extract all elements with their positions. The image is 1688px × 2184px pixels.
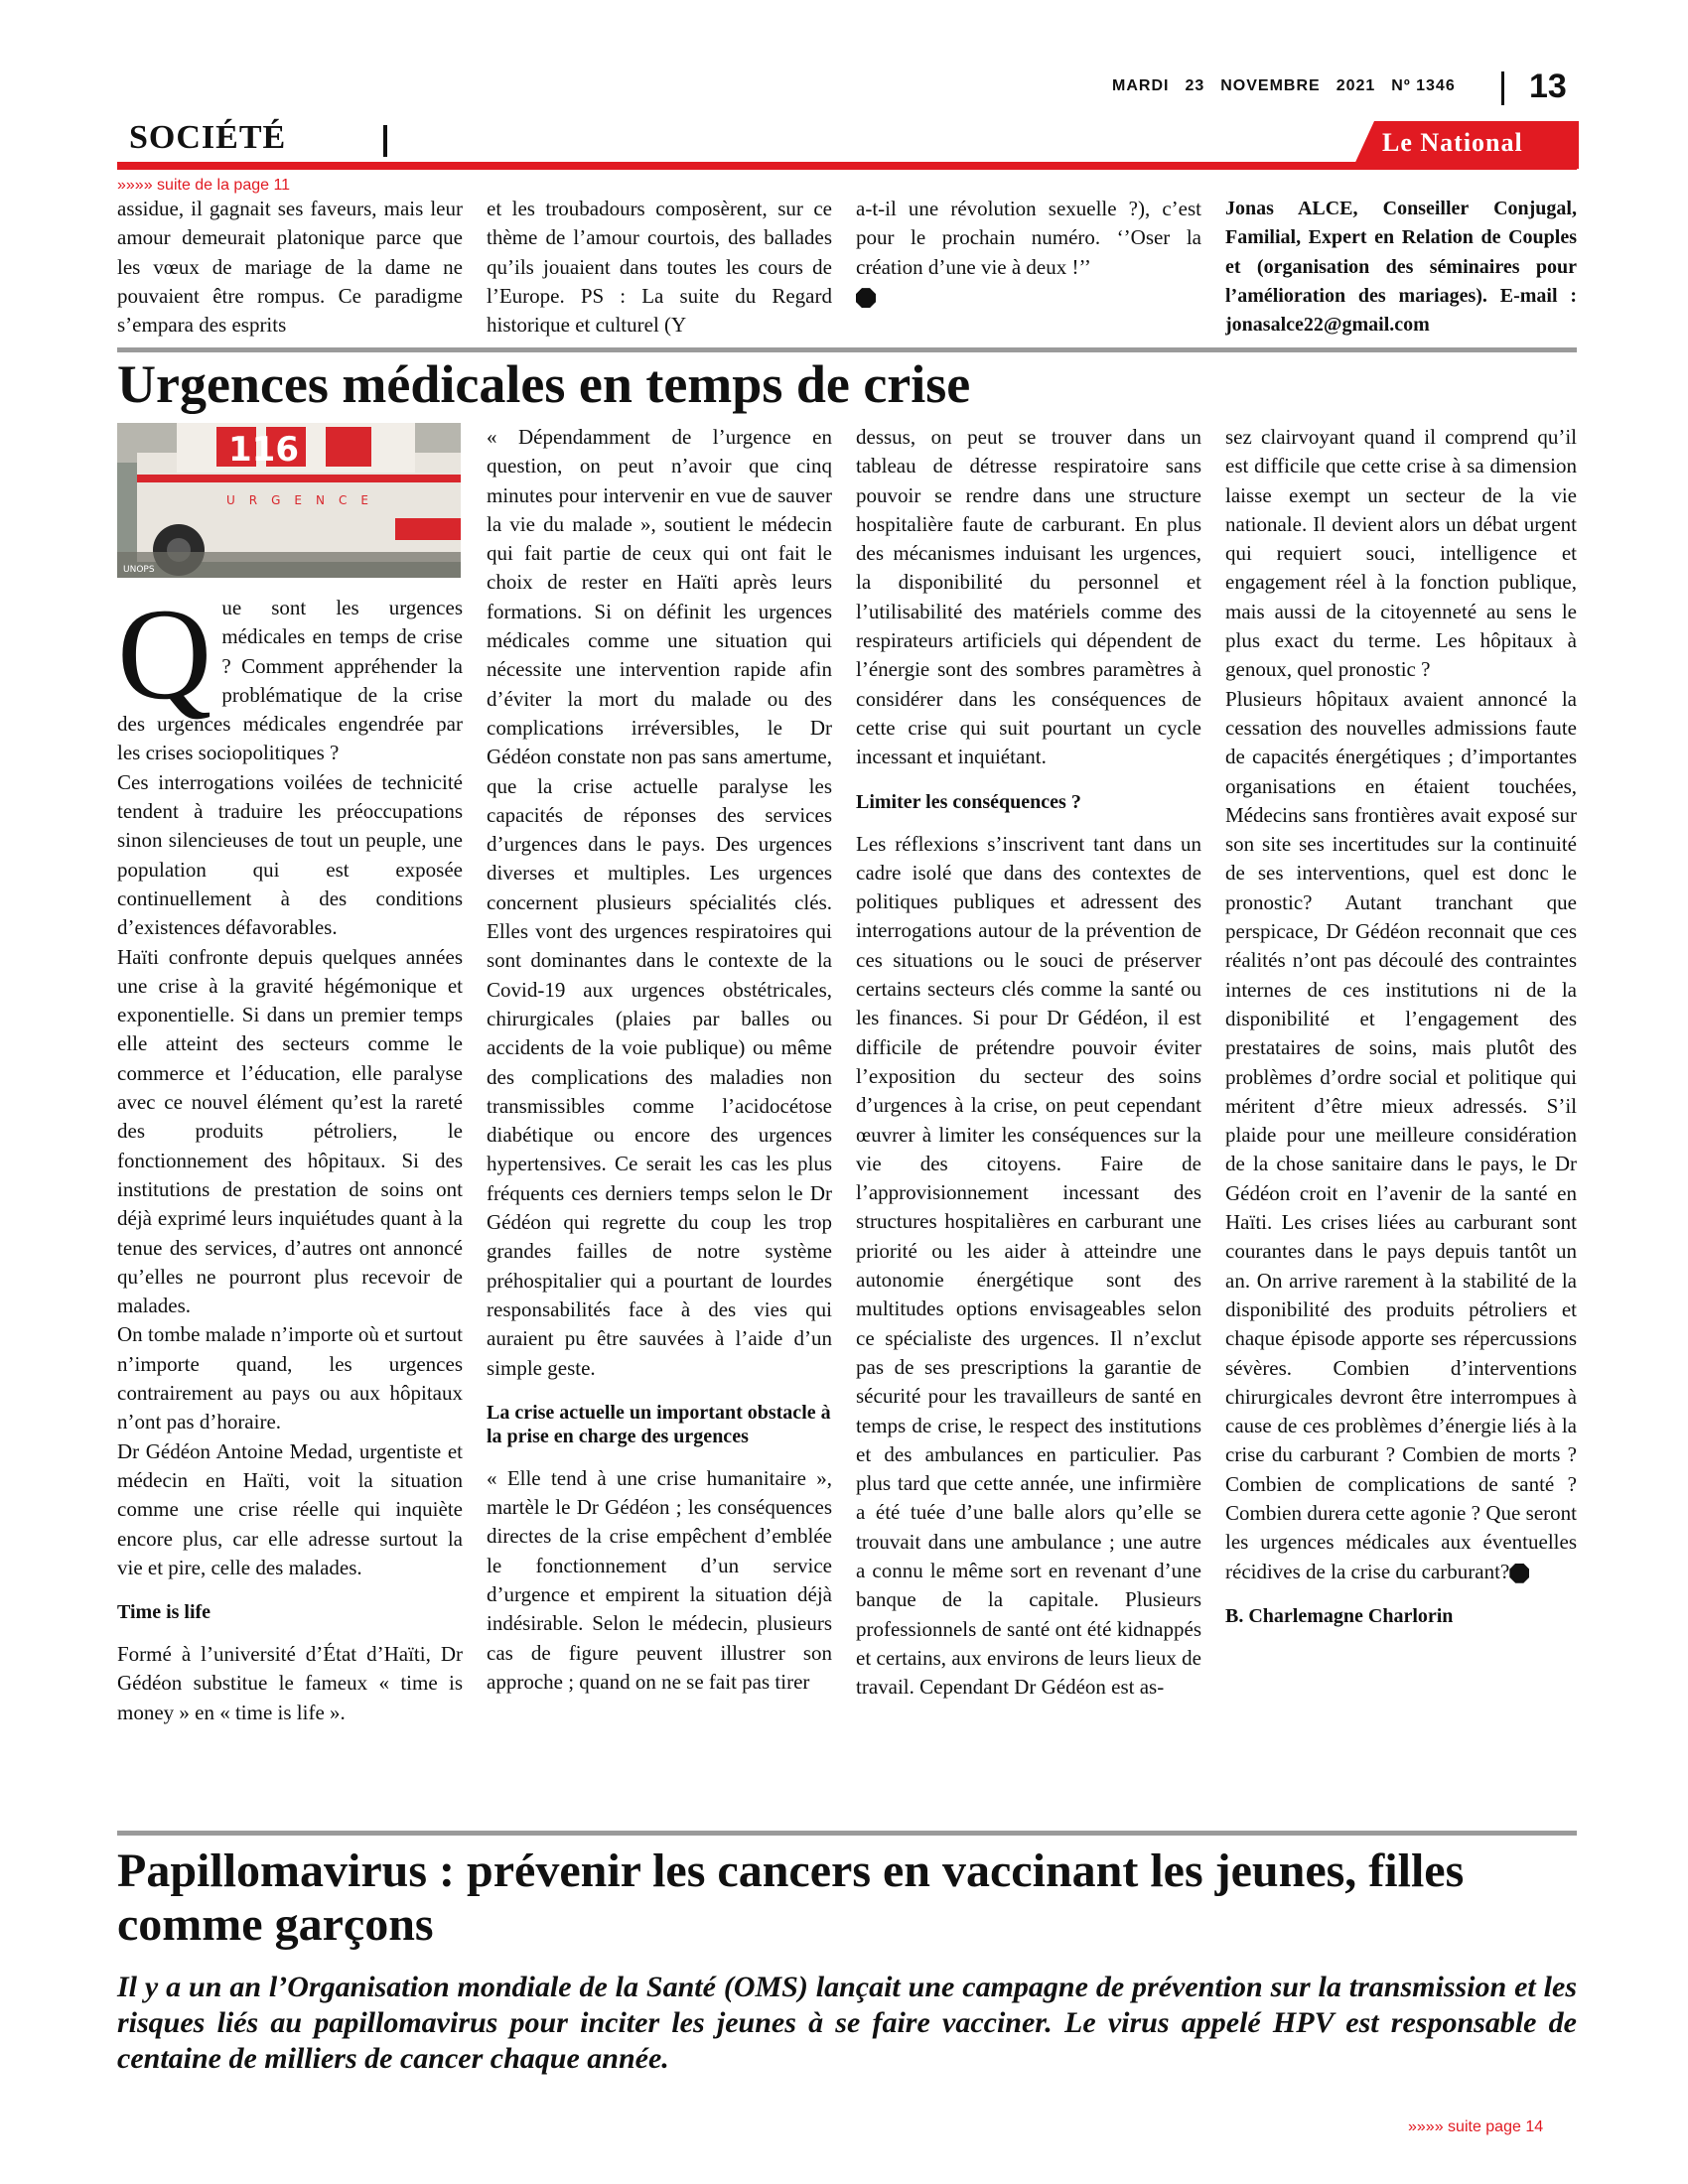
date-month: NOVEMBRE xyxy=(1220,77,1321,94)
photo-word: URGENCE xyxy=(226,493,382,507)
drop-cap: Q xyxy=(117,594,212,727)
prev-article-col1 xyxy=(117,195,463,343)
article2-lede: Il y a un an l’Organisation mondiale de la Santé (OMS) lançait une campagne de prévention sur la transmission et les risques liés au papillomavirus pour inciter les jeunes à se faire vacciner. Le virus appelé HPV est responsable de centaine de milliers de cancer chaque année. xyxy=(117,1971,1577,2075)
issue-number: Nº 1346 xyxy=(1391,77,1456,94)
article-author: B. Charlemagne Charlorin xyxy=(1225,1604,1454,1627)
article-col1 xyxy=(117,594,463,1827)
section-divider xyxy=(383,125,387,157)
end-mark-icon xyxy=(856,288,876,308)
prev-col4-signature: Jonas ALCE, Conseiller Conjugal, Familial, Expert en Relation de Couples et (organisation des séminaires pour l’amélioration des mariages). E-mail : jonasalce22@gmail.com xyxy=(1225,198,1577,337)
date-day: MARDI xyxy=(1112,77,1170,94)
section-title: SOCIÉTÉ xyxy=(129,119,287,156)
prev-article-col3 xyxy=(856,195,1201,343)
date-number: 23 xyxy=(1185,77,1205,94)
prev-col1-text: assidue, il gagnait ses faveurs, mais leur amour demeurait platonique parce que les vœux de mariage de la dame ne pouvaient être rompus. Ce paradigme s’empara des esprits xyxy=(117,197,463,338)
article2-title: Papillomavirus : prévenir les cancers en vaccinant les jeunes, filles comme garçons xyxy=(117,1844,1465,1951)
prev-col3-text: a-t-il une révolution sexuelle ?), c’est pour le prochain numéro. ‘’Oser la création d’une vie à deux !’’ xyxy=(856,197,1201,279)
page-number-divider xyxy=(1501,71,1504,105)
col4-para2 xyxy=(1225,685,1577,1586)
col3-para1: dessus, on peut se trouver dans un tableau de détresse respiratoire sans pouvoir se rendre dans une structure hospitalière faute de carburant. En plus des mécanismes induisant les urgences, la disponibilité du personnel et l’utilisabilité des matériels comme des respirateurs artificiels qui dépendent de l’énergie sont des sombres paramètres à considérer dans les conséquences de cette crise qui suit pourtant un cycle incessant et inquiétant. xyxy=(856,425,1201,769)
prev-article-col2 xyxy=(487,195,832,343)
page-number: 13 xyxy=(1529,68,1567,105)
ambulance-photo xyxy=(117,423,461,578)
article-col2 xyxy=(487,423,832,1827)
subhead-limiter: Limiter les conséquences ? xyxy=(856,790,1081,813)
subhead-crise-obstacle: La crise actuelle un important obstacle à la prise en charge des urgences xyxy=(487,1401,831,1447)
article2-divider xyxy=(117,1831,1577,1836)
prev-col2-text: et les troubadours composèrent, sur ce thème de l’amour courtois, des ballades qu’ils jouaient dans toutes les cours de l’Europe. PS : La suite du Regard historique et culturel (Y xyxy=(487,197,832,338)
prev-article-col4 xyxy=(1225,195,1577,343)
date-year: 2021 xyxy=(1336,77,1376,94)
ambulance-image xyxy=(117,423,461,578)
end-mark-icon xyxy=(1509,1564,1529,1583)
col2-para1: « Dépendamment de l’urgence en question, on peut n’avoir que cinq minutes pour intervenir en vue de sauver la vie du malade », soutient le médecin qui fait partie de ceux qui ont fait le choix de rester en Haïti après leurs formations. Si on définit les urgences médicales comme une situation qui nécessite une intervention rapide afin d’éviter la mort du malade ou des complications irréversibles, le Dr Gédéon constate non pas sans amertume, que la crise actuelle paralyse les capacités de réponses des services d’urgences dans le pays. Des urgences diverses et multiples. Les urgences concernent plusieurs spécialités clés. Elles vont des urgences respiratoires qui sont dominantes dans le contexte de la Covid-19 aux urgences obstétricales, chirurgicales (plaies par balles ou accidents de la voie publique) ou même des complications des maladies non transmissibles comme l’acidocétose diabétique ou encore des urgences hypertensives. Ce serait les cas les plus fréquents ces derniers temps selon le Dr Gédéon qui regrette du coup les trop grandes failles de notre système préhospitalier qui a pourtant de lourdes responsabilités face à des vies qui auraient pu être sauvées à l’aide d’un simple geste. xyxy=(487,425,832,1380)
col1-para2: Ces interrogations voilées de technicité tendent à traduire les préoccupations sinon silencieuses de tout un peuple, une population qui est exposée continuellement à des conditions d’existences défavorables. xyxy=(117,769,463,940)
article-col4 xyxy=(1225,423,1577,1827)
subhead-time-is-life: Time is life xyxy=(117,1601,211,1624)
col1-para1: ue sont les urgences médicales en temps de crise ? Comment appréhender la problématique de la crise des urgences médicales engendrée par les crises sociopolitiques ? xyxy=(117,596,463,765)
dateline xyxy=(1112,77,1472,95)
article-title: Urgences médicales en temps de crise xyxy=(117,354,971,414)
col1-para4: On tombe malade n’importe où et surtout n’importe quand, les urgences contrairement au pays ou aux hôpitaux n’ont pas d’horaire. xyxy=(117,1322,463,1434)
col4-para1: sez clairvoyant quand il comprend qu’il est difficile que cette crise à sa dimension laisse exempt un secteur de la vie nationale. Il devient alors un débat urgent qui requiert souci, intelligence et engagement réel à la fonction publique, mais aussi de la citoyenneté au sens le plus exact du terme. Les hôpitaux à genoux, quel pronostic ? xyxy=(1225,425,1577,682)
article-col3 xyxy=(856,423,1201,1827)
col1-para6: Formé à l’université d’État d’Haïti, Dr Gédéon substitue le fameux « time is money » en « time is life ». xyxy=(117,1642,463,1724)
col2-para2: « Elle tend à une crise humanitaire », martèle le Dr Gédéon ; les conséquences directes de la crise empêchent d’emblée le fonctionnement d’un service d’urgence et empirent la situation déjà indésirable. Selon le médecin, plusieurs cas de figure peuvent illustrer son approche ; quand on ne se fait pas tirer xyxy=(487,1465,832,1694)
header-red-rule xyxy=(117,162,1577,170)
brand-name: Le National xyxy=(1382,128,1523,157)
continued-on-link[interactable]: »»»» suite page 14 xyxy=(1408,2118,1544,2135)
col4-para2-text: Plusieurs hôpitaux avaient annoncé la cessation des nouvelles admissions faute de capacités énergétiques ; d’importantes organisations en étaient touchées, Médecins sans frontières avait exposé sur son site ses incertitudes sur la continuité de ses interventions, quel est donc le pronostic? Autant tranchant que perspicace, Dr Gédéon reconnait que ces réalités n’ont pas découlé des contraintes internes de ces institutions ni de la disponibilité et l’engagement des prestataires de soins, mais plutôt des problèmes d’ordre social et politique qui méritent d’être mieux adressés. S’il plaide pour une meilleure considération de la chose sanitaire dans le pays, le Dr Gédéon croit en l’avenir de la santé en Haïti. Les crises liées au carburant sont courantes dans le pays depuis tantôt un an. On arrive rarement à la stabilité de la disponibilité des produits pétroliers et chaque épisode apporte ses répercussions sévères. Combien d’interventions chirurgicales devront être interrompues à cause de ces problèmes d’énergie liés à la crise du carburant ? Combien de morts ? Combien de complications de santé ? Combien durera cette agonie ? Que seront les urgences médicales aux éventuelles récidives de la crise du carburant? xyxy=(1225,686,1577,1583)
photo-credit: UNOPS xyxy=(123,565,155,575)
plate-digit-1: 116 xyxy=(228,430,299,470)
col3-para2: Les réflexions s’inscrivent tant dans un cadre isolé que dans des contextes de politiques publiques et adressent des interrogations autour de la prévention de ces situations ou le souci de préserver certains secteurs clés comme la santé ou les finances. Si pour Dr Gédéon, il est difficile de prétendre pouvoir éviter l’exposition du secteur des soins d’urgences à la crise, on peut cependant œuvrer à limiter les conséquences sur la vie des citoyens. Faire de l’approvisionnement incessant des structures hospitalières en carburant une priorité ou les aider à atteindre une autonomie énergétique sont des multitudes options envisageables selon ce spécialiste des urgences. Il n’exclut pas de ses prescriptions la garantie de sécurité pour les travailleurs de santé en temps de crise, le respect des institutions et des ambulances en particulier. Pas plus tard que cette année, une infirmière a été tuée d’une balle alors qu’elle se trouvait dans une ambulance ; une autre a connu le même sort en revenant d’une banque de la capitale. Plusieurs professionnels de santé ont été kidnappés et certains, aux environs de leurs lieux de travail. Cependant Dr Gédéon est as- xyxy=(856,831,1201,1700)
continued-from-link[interactable]: »»»» suite de la page 11 xyxy=(117,177,291,194)
col1-para3: Haïti confronte depuis quelques années une crise à la gravité hégémonique et exponentielle. Si dans un premier temps elle atteint des secteurs comme le commerce et l’éducation, elle paralyse avec ce nouvel élément qu’est la rareté des produits pétroliers, le fonctionnement des hôpitaux. Si des institutions de prestation de soins ont déjà exprimé leurs inquiétudes quant à la tenue des services, d’autres ont annoncé qu’elles ne pourront plus recevoir de malades. xyxy=(117,944,463,1318)
col1-para5: Dr Gédéon Antoine Medad, urgentiste et médecin en Haïti, voit la situation comme une crise réelle qui inquiète encore plus, car elle adresse surtout la vie et pire, celle des malades. xyxy=(117,1438,463,1579)
article-divider xyxy=(117,347,1577,352)
